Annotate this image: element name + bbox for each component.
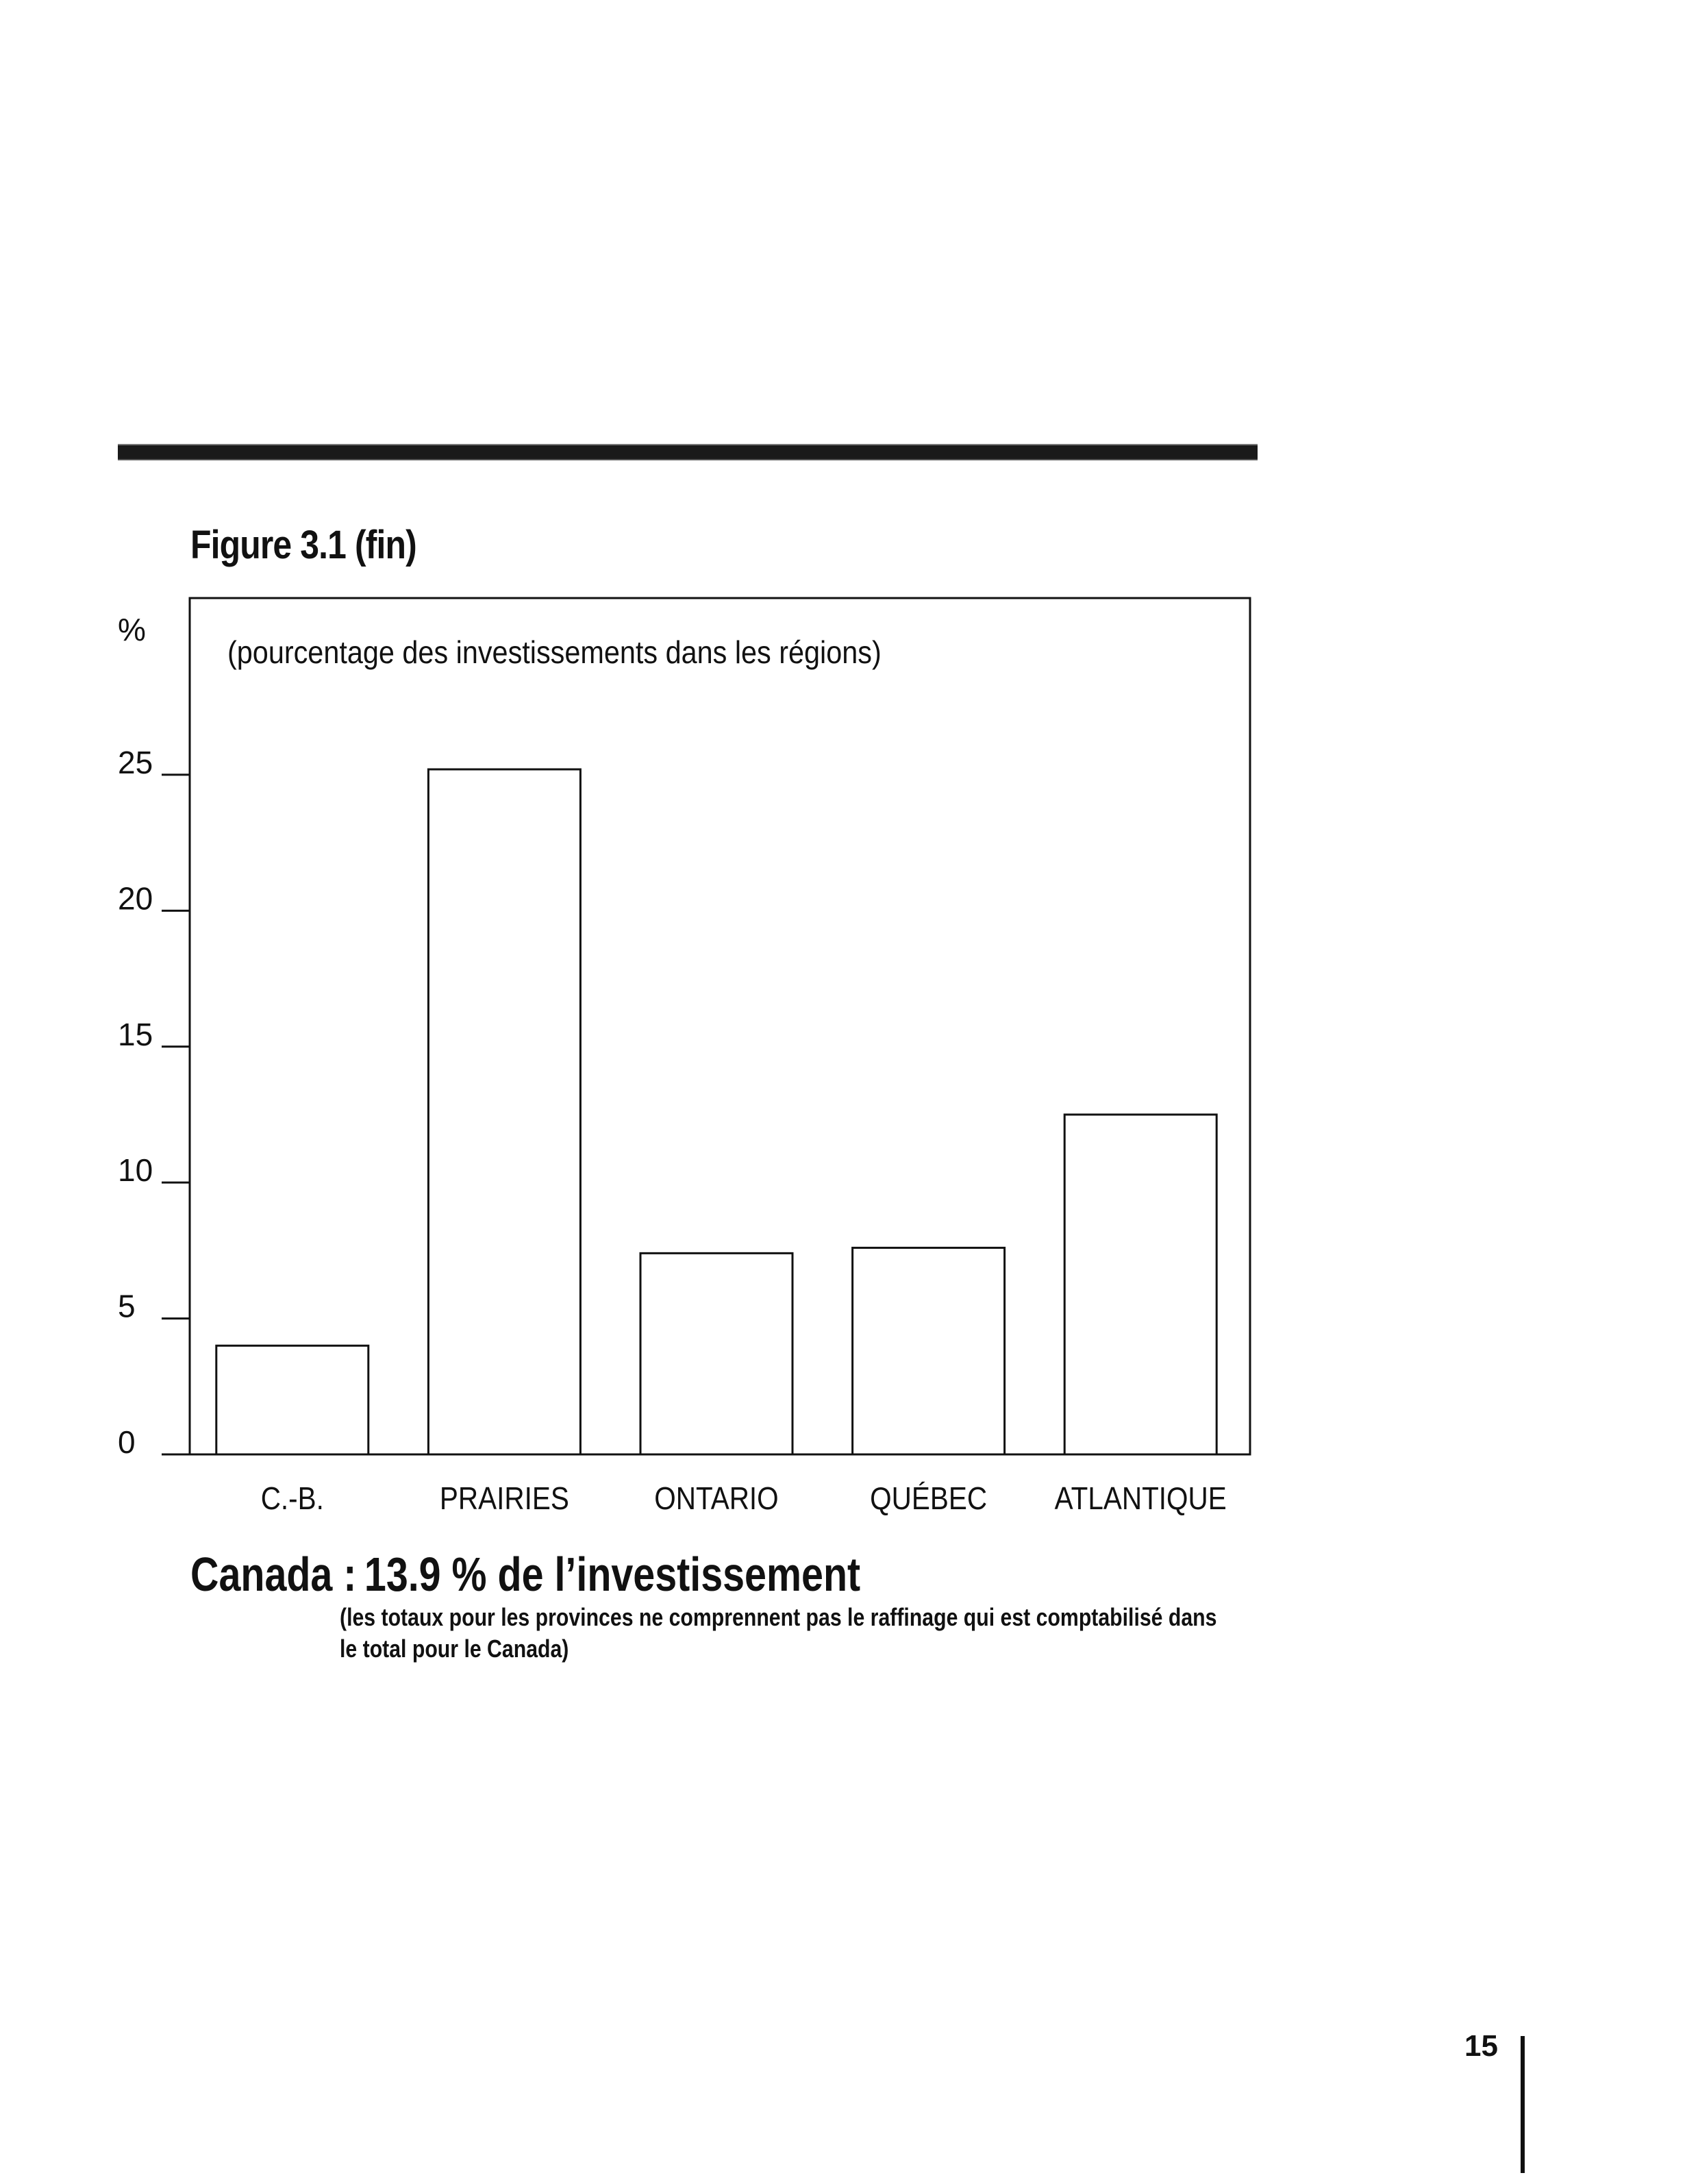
figure-title: Figure 3.1 (fin)	[190, 523, 416, 567]
page-number: 15	[1464, 2029, 1498, 2063]
y-tick-label: 5	[118, 1288, 136, 1324]
bar	[428, 769, 580, 1454]
page-margin-bar	[1521, 2036, 1525, 2173]
bars	[216, 769, 1216, 1454]
y-tick-label: 20	[118, 880, 153, 917]
summary-value: 13.9 % de l’investissement	[364, 1548, 861, 1601]
x-tick-label: QUÉBEC	[870, 1481, 988, 1517]
y-tick-label: 15	[118, 1016, 153, 1052]
x-tick-label: PRAIRIES	[439, 1481, 569, 1517]
summary-label: Canada :	[190, 1548, 357, 1601]
chart-subtitle: (pourcentage des investissements dans les régions)	[227, 635, 882, 671]
bar	[640, 1253, 792, 1454]
x-tick-label: ATLANTIQUE	[1054, 1481, 1227, 1517]
y-tick-label: 0	[118, 1424, 136, 1460]
bar	[1064, 1115, 1216, 1454]
y-tick-label: 10	[118, 1152, 153, 1189]
x-tick-label: C.-B.	[260, 1481, 324, 1517]
y-tick-label: 25	[118, 744, 153, 780]
bar	[216, 1345, 369, 1454]
x-tick-label: ONTARIO	[654, 1481, 779, 1517]
canada-summary	[190, 1547, 869, 1602]
y-axis-ticks	[118, 745, 190, 1460]
footnote: (les totaux pour les provinces ne comprennent pas le raffinage qui est comptabilisé dans le total pour le Canada)	[340, 1603, 1217, 1663]
bar	[853, 1248, 1005, 1454]
x-axis-labels	[261, 1482, 1227, 1517]
y-axis-unit: %	[118, 612, 146, 647]
